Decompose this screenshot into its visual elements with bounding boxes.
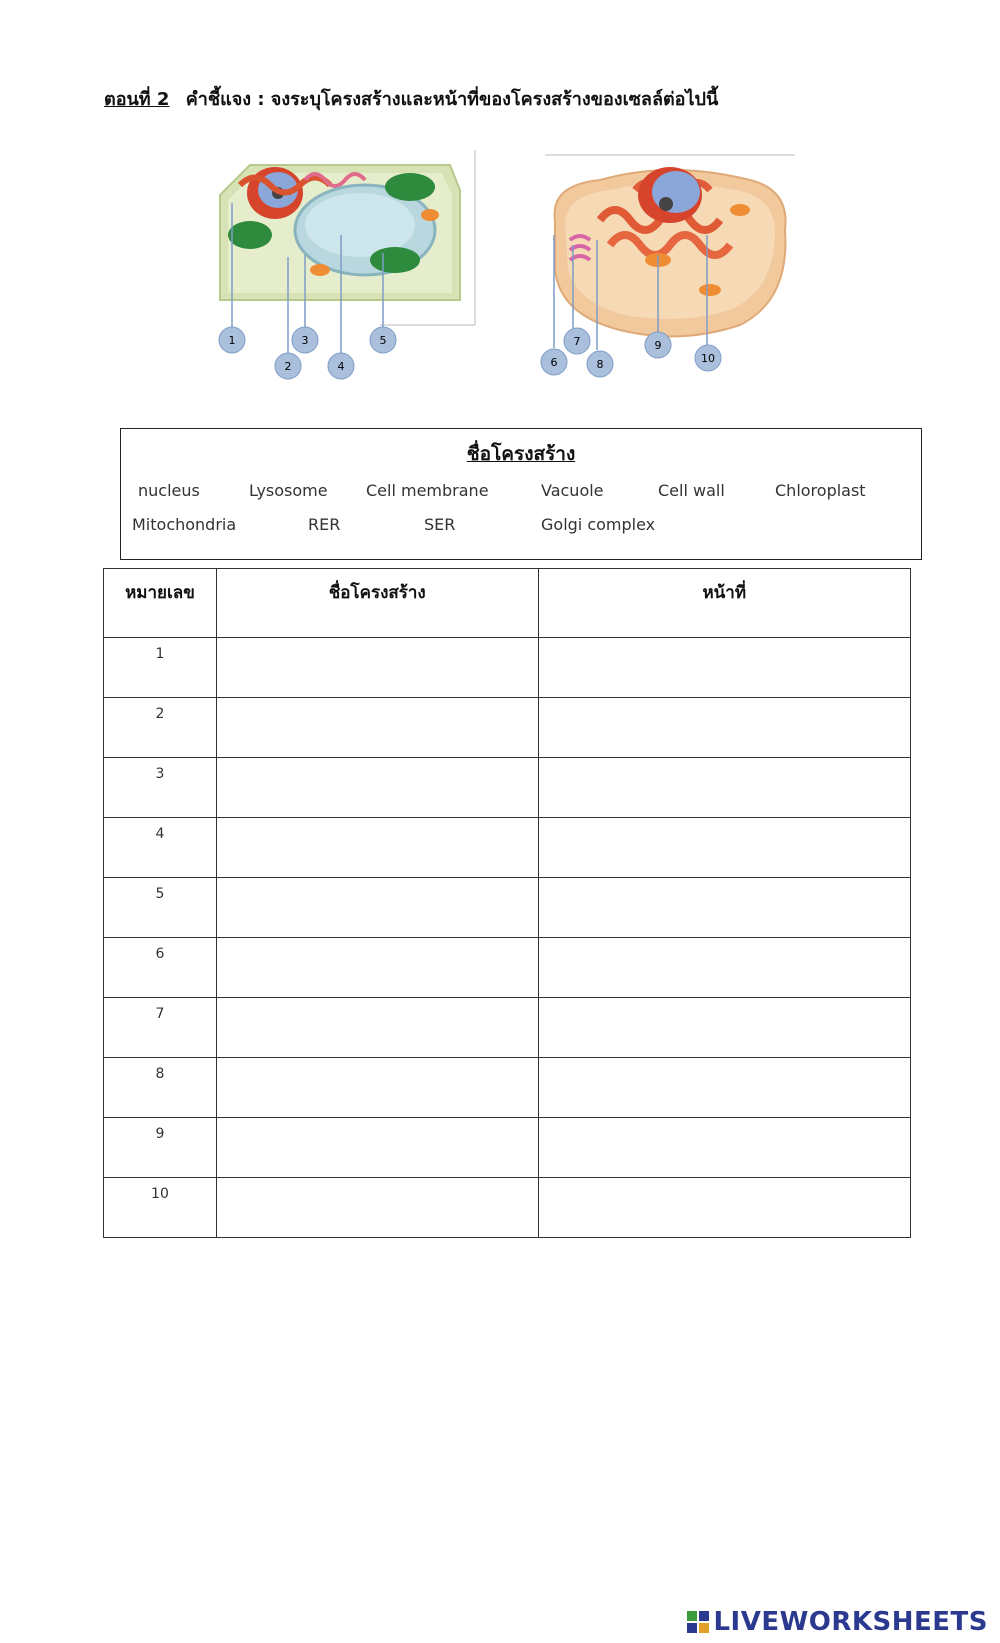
table-row xyxy=(104,1058,911,1118)
structure-name-cell[interactable] xyxy=(216,1118,538,1178)
callout-10: 10 xyxy=(701,352,715,365)
callout-4: 4 xyxy=(337,360,345,373)
answer-table xyxy=(103,568,911,1238)
callout-2: 2 xyxy=(284,360,292,373)
word-golgi-complex: Golgi complex xyxy=(541,515,656,534)
logo-grid-icon xyxy=(687,1611,709,1633)
structure-name-cell[interactable] xyxy=(216,938,538,998)
structure-name-cell[interactable] xyxy=(216,638,538,698)
plant-cell-diagram xyxy=(210,145,485,395)
row-number: 6 xyxy=(104,938,217,998)
callout-1: 1 xyxy=(228,334,236,347)
word-vacuole: Vacuole xyxy=(541,481,604,500)
row-number: 5 xyxy=(104,878,217,938)
callout-5: 5 xyxy=(379,334,387,347)
liveworksheets-logo xyxy=(687,1607,988,1637)
structure-name-cell[interactable] xyxy=(216,758,538,818)
word-nucleus: nucleus xyxy=(138,481,200,500)
word-rer: RER xyxy=(308,515,341,534)
callout-9: 9 xyxy=(654,339,662,352)
table-row xyxy=(104,638,911,698)
table-row xyxy=(104,698,911,758)
row-number: 2 xyxy=(104,698,217,758)
function-cell[interactable] xyxy=(538,878,910,938)
word-cell-membrane: Cell membrane xyxy=(366,481,489,500)
word-bank-box xyxy=(120,428,922,560)
table-header-row xyxy=(104,569,911,638)
animal-cell-diagram xyxy=(540,150,810,395)
callout-3: 3 xyxy=(301,334,309,347)
callout-6: 6 xyxy=(550,356,558,369)
header-number: หมายเลข xyxy=(104,569,217,638)
header-structure-name: ชื่อโครงสร้าง xyxy=(216,569,538,638)
instruction-line xyxy=(104,84,718,113)
part-label: ตอนที่ 2 xyxy=(104,89,170,110)
function-cell[interactable] xyxy=(538,1178,910,1238)
word-mitochondria: Mitochondria xyxy=(132,515,237,534)
table-row xyxy=(104,1118,911,1178)
row-number: 10 xyxy=(104,1178,217,1238)
table-row xyxy=(104,818,911,878)
row-number: 7 xyxy=(104,998,217,1058)
row-number: 4 xyxy=(104,818,217,878)
structure-name-cell[interactable] xyxy=(216,1058,538,1118)
row-number: 9 xyxy=(104,1118,217,1178)
function-cell[interactable] xyxy=(538,698,910,758)
table-row xyxy=(104,938,911,998)
row-number: 3 xyxy=(104,758,217,818)
structure-name-cell[interactable] xyxy=(216,698,538,758)
word-cell-wall: Cell wall xyxy=(658,481,725,500)
callout-7: 7 xyxy=(573,335,581,348)
table-row xyxy=(104,878,911,938)
table-row xyxy=(104,758,911,818)
row-number: 1 xyxy=(104,638,217,698)
header-function: หน้าที่ xyxy=(538,569,910,638)
word-chloroplast: Chloroplast xyxy=(775,481,866,500)
function-cell[interactable] xyxy=(538,758,910,818)
table-row xyxy=(104,998,911,1058)
word-lysosome: Lysosome xyxy=(249,481,328,500)
row-number: 8 xyxy=(104,1058,217,1118)
word-bank-title: ชื่อโครงสร้าง xyxy=(466,443,576,465)
function-cell[interactable] xyxy=(538,818,910,878)
instruction-text: คำชี้แจง : จงระบุโครงสร้างและหน้าที่ของโครงสร้างของเซลล์ต่อไปนี้ xyxy=(185,89,719,110)
structure-name-cell[interactable] xyxy=(216,818,538,878)
callout-8: 8 xyxy=(596,358,604,371)
function-cell[interactable] xyxy=(538,1058,910,1118)
function-cell[interactable] xyxy=(538,638,910,698)
table-row xyxy=(104,1178,911,1238)
structure-name-cell[interactable] xyxy=(216,1178,538,1238)
structure-name-cell[interactable] xyxy=(216,998,538,1058)
structure-name-cell[interactable] xyxy=(216,878,538,938)
plant-cell-callouts xyxy=(219,327,396,379)
function-cell[interactable] xyxy=(538,1118,910,1178)
function-cell[interactable] xyxy=(538,998,910,1058)
brand-name: LIVEWORKSHEETS xyxy=(713,1607,988,1637)
function-cell[interactable] xyxy=(538,938,910,998)
word-ser: SER xyxy=(424,515,456,534)
